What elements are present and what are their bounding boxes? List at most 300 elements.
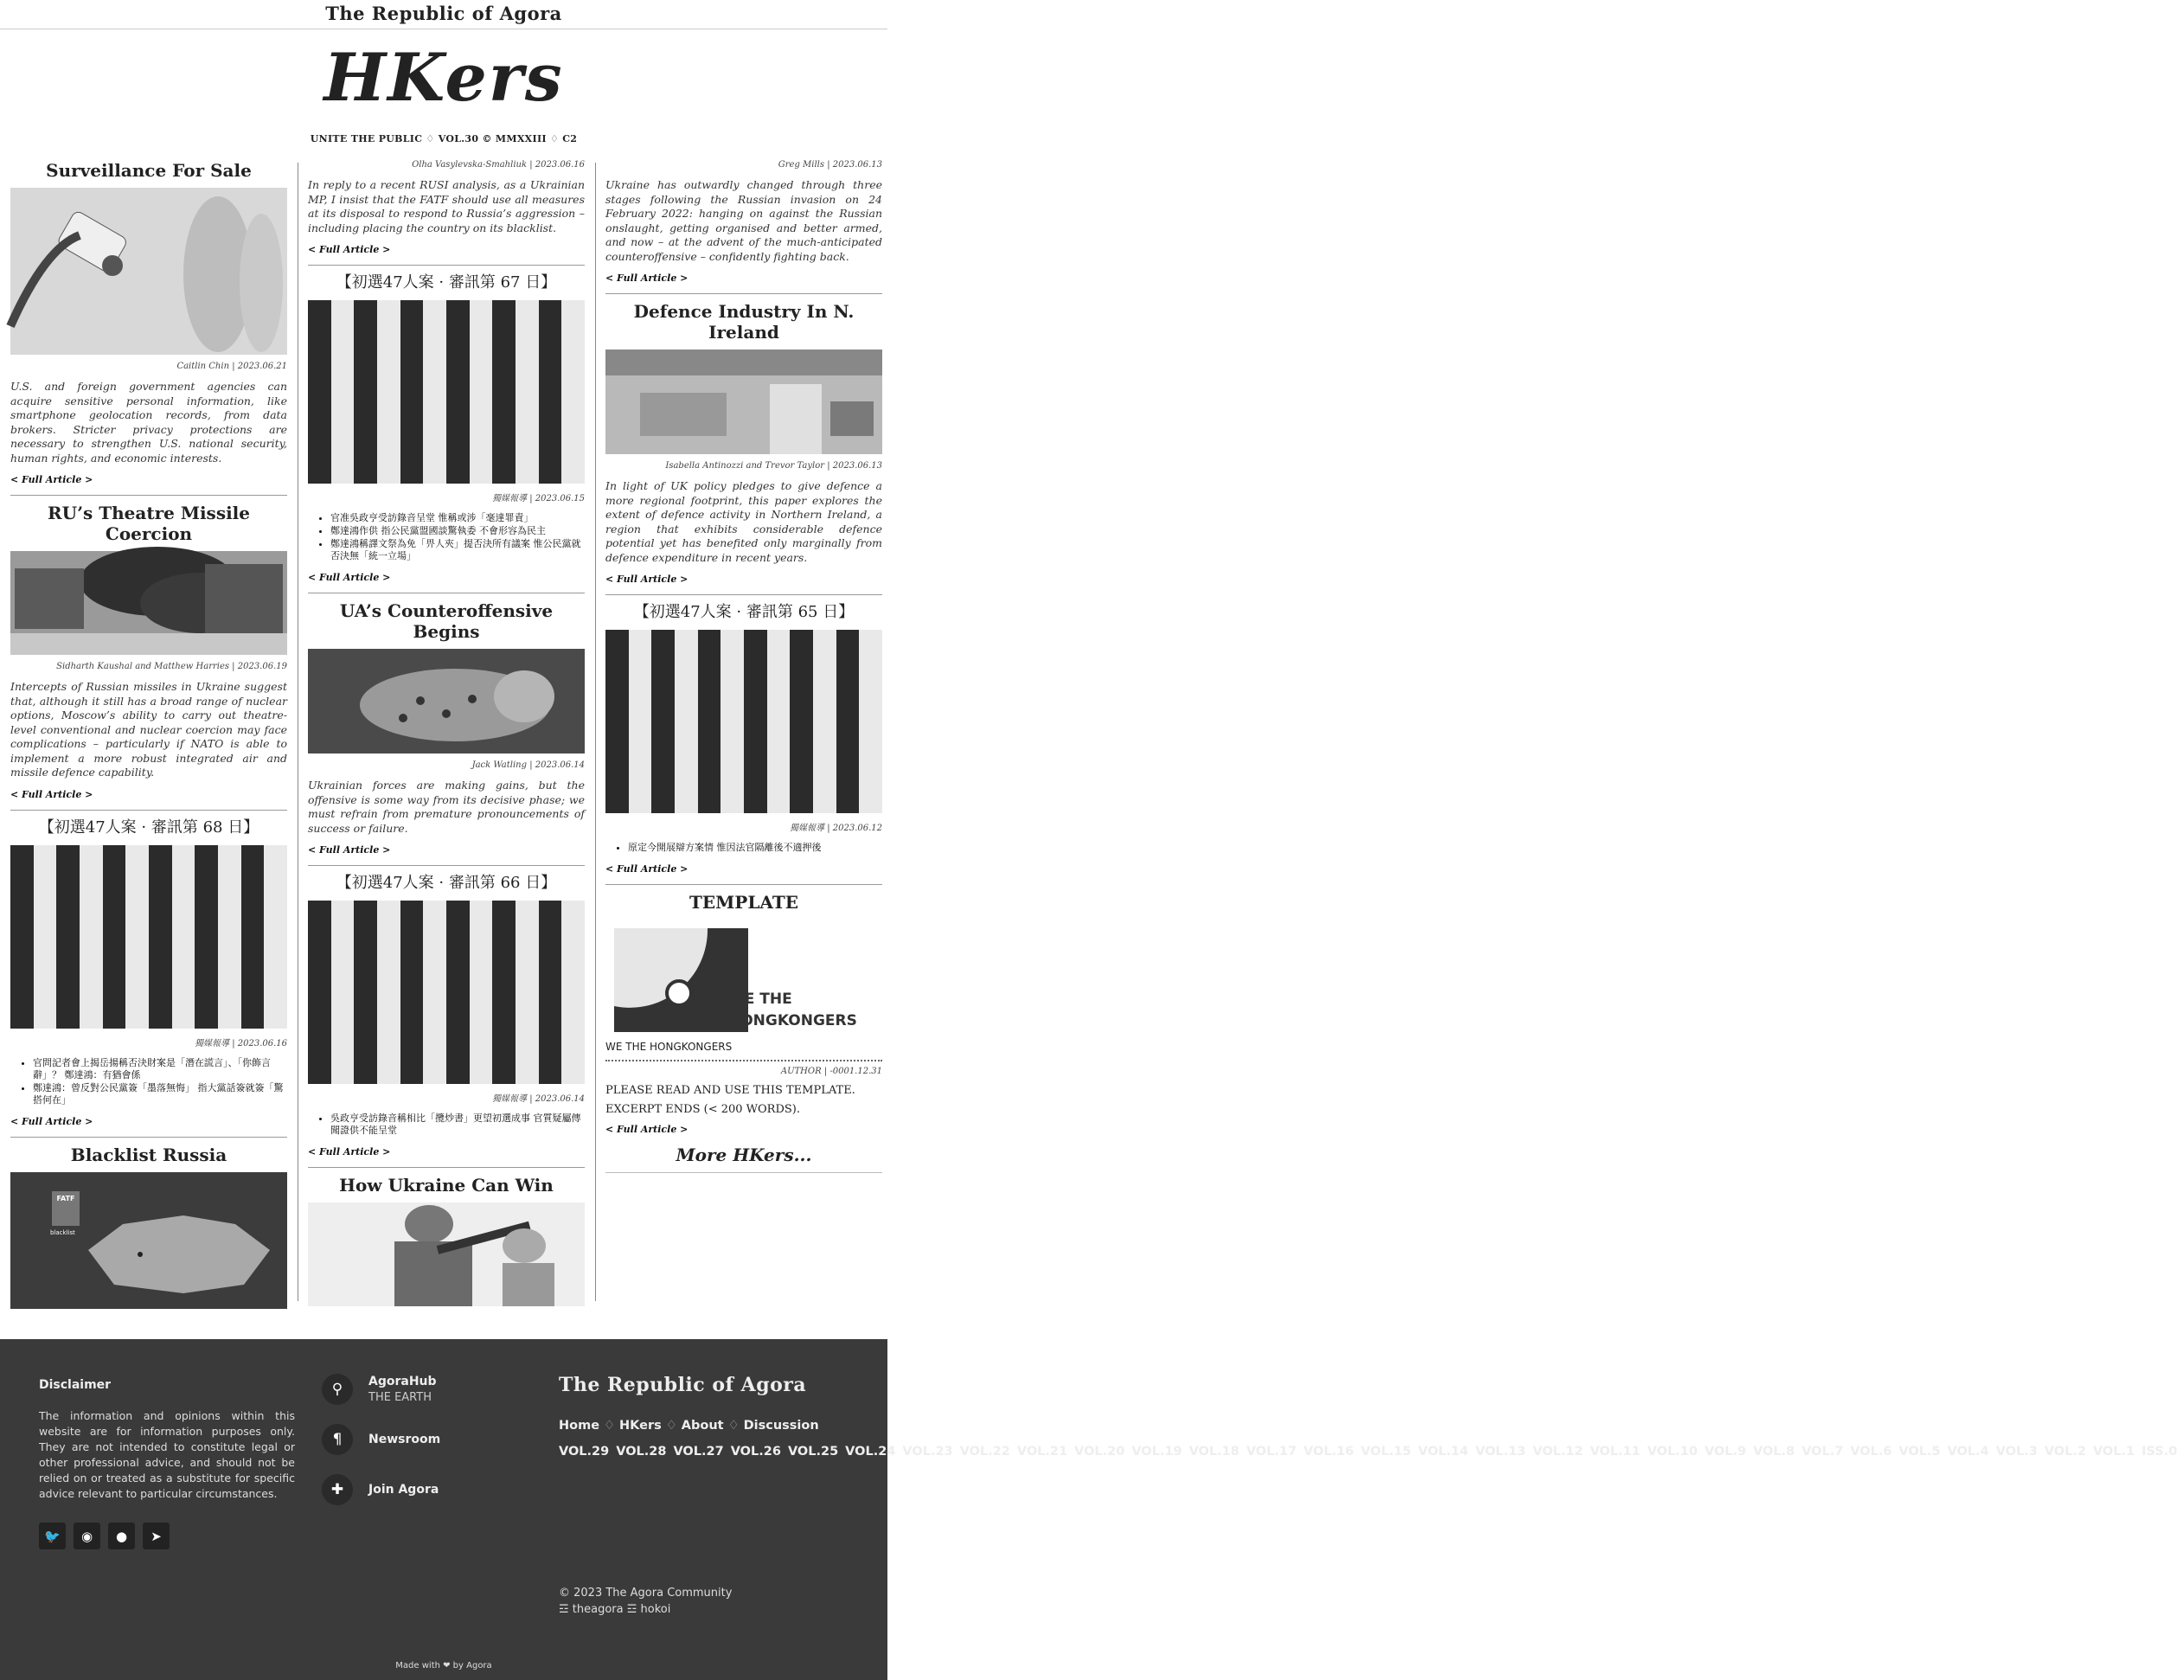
template-body-line: EXCERPT ENDS (< 200 WORDS). [605,1103,800,1116]
article-meta: Jack Watling | 2023.06.14 [471,760,585,770]
article-meta: Olha Vasylevska-Smahliuk | 2023.06.16 [412,160,585,170]
grid-cell [103,891,126,914]
grid-cell [423,946,446,970]
grid-cell [539,992,562,1016]
nav-discussion[interactable]: Discussion [743,1419,819,1433]
grid-cell [354,992,377,1016]
article-meta: AUTHOR | -0001.12.31 [780,1067,882,1076]
grid-cell [400,369,424,393]
grid-cell [354,1016,377,1039]
grid-cell [605,791,629,814]
grid-cell [172,937,195,960]
grid-cell [377,369,400,393]
article-meta: Greg Mills | 2023.06.13 [778,160,882,170]
grid-cell [836,630,860,653]
grid-cell [561,300,585,324]
grid-cell [470,1038,493,1061]
volume-link[interactable]: VOL.22 [959,1445,1010,1459]
full-article-link[interactable]: < Full Article > [605,863,689,875]
grid-cell [308,324,331,347]
grid-cell [331,992,355,1016]
grid-cell [561,324,585,347]
volume-link[interactable]: VOL.2 [2044,1445,2086,1459]
grid-cell [629,699,652,722]
grid-cell [675,791,698,814]
grid-cell [813,653,836,676]
logo-wordmark: WE THE HONGKONGERS [728,991,857,1029]
grid-cell [80,1005,103,1029]
volume-link[interactable]: VOL.25 [787,1445,839,1459]
grid-cell [241,891,265,914]
join-agora-link[interactable] [322,1474,440,1505]
grid-cell [377,901,400,924]
grid-cell [331,415,355,439]
grid-cell [516,392,539,415]
article-title[interactable]: Surveillance For Sale [46,160,252,181]
grid-cell [629,767,652,791]
grid-cell [218,868,241,891]
volume-link[interactable]: VOL.19 [1131,1445,1182,1459]
grid-cell [470,461,493,484]
grid-cell [264,914,287,937]
grid-cell [836,745,860,768]
grid-cell [561,901,585,924]
grid-cell [241,983,265,1006]
grid-cell [492,300,516,324]
volume-link[interactable]: VOL.5 [1899,1445,1941,1459]
grid-cell [331,461,355,484]
grid-cell [721,721,744,745]
grid-cell [308,946,331,970]
volume-link[interactable]: VOL.8 [1752,1445,1795,1459]
grid-cell [539,438,562,461]
article-meta: 獨媒報導 | 2023.06.15 [492,494,585,503]
grid-cell [195,937,218,960]
divider [308,1167,585,1168]
volume-link[interactable]: VOL.13 [1475,1445,1526,1459]
blacklist-label: blacklist [50,1228,75,1236]
we-the-hongkongers-logo[interactable] [605,920,882,1032]
grid-cell [125,959,149,983]
grid-cell [492,946,516,970]
full-article-link[interactable]: < Full Article > [308,844,391,856]
grid-cell [492,970,516,993]
grid-cell [308,369,331,393]
grid-cell [539,946,562,970]
grid-cell [354,924,377,947]
article-title[interactable]: Defence Industry In N. Ireland [633,301,855,343]
grid-cell [767,653,791,676]
volume-link[interactable]: VOL.17 [1246,1445,1297,1459]
article-meta: 獨媒報導 | 2023.06.16 [195,1038,287,1048]
grid-cell [516,300,539,324]
article-trial-day-67 [308,273,585,584]
hkers-logo[interactable]: HKers [323,39,564,116]
grid-cell [561,369,585,393]
grid-cell [195,891,218,914]
grid-cell [561,438,585,461]
grid-cell [675,767,698,791]
article-bullets [330,1113,585,1137]
grid-cell [859,767,882,791]
grid-cell [172,868,195,891]
volume-link[interactable]: VOL.3 [1995,1445,2038,1459]
article-image[interactable] [10,1172,287,1309]
grid-cell [516,970,539,993]
defendants-photo-grid[interactable] [605,630,882,813]
article-title[interactable]: 【初選47人案 · 審訊第 67 日】 [336,273,557,292]
telegram-icon[interactable]: ➤ [143,1523,170,1549]
grid-cell [721,745,744,768]
footer-brand[interactable]: The Republic of Agora [559,1374,807,1396]
grid-cell [241,868,265,891]
grid-cell [516,346,539,369]
grid-cell [400,300,424,324]
grid-cell [767,767,791,791]
article-fatf [308,160,585,256]
article-excerpt: U.S. and foreign government agencies can acquire sensitive personal information, like smartphone geolocation records, from data brokers. Stricter privacy protections are necessary to strengthen U.S. national security, human rights, and economic interests. [10,380,287,465]
volume-link[interactable]: VOL.24 [845,1445,896,1459]
grid-cell [721,767,744,791]
article-title[interactable]: TEMPLATE [689,892,798,913]
grid-cell [400,1038,424,1061]
grid-cell [539,461,562,484]
grid-cell [125,914,149,937]
grid-cell [10,983,34,1006]
grid-cell [56,959,80,983]
bullet-item: • 鄭達鴻作供 指公民黨盟國談驚執委 不會形容為民主 [330,525,585,537]
grid-cell [103,983,126,1006]
github-icon[interactable]: ◉ [74,1523,100,1549]
full-article-link[interactable]: < Full Article > [10,788,93,800]
article-title[interactable]: How Ukraine Can Win [339,1175,554,1196]
volume-link[interactable]: VOL.27 [673,1445,724,1459]
grid-cell [813,767,836,791]
defendants-photo-grid[interactable] [308,300,585,484]
grid-cell [308,461,331,484]
grid-cell [195,1005,218,1029]
grid-cell [195,845,218,869]
disclaimer-title: Disclaimer [39,1378,112,1392]
grid-cell [172,1005,195,1029]
grid-cell [813,745,836,768]
bullet-item: • 鄭達鴻稱譯文祭為免「畀人夾」提否決所有議案 惟公民黨就否決無「統一立場」 [330,538,585,562]
article-image[interactable] [10,188,287,355]
article-title[interactable]: 【初選47人案 · 審訊第 66 日】 [336,874,557,892]
reddit-icon[interactable]: ● [108,1523,135,1549]
grid-cell [446,300,470,324]
grid-cell [80,983,103,1006]
volume-link[interactable]: VOL.10 [1647,1445,1698,1459]
grid-cell [698,630,721,653]
grid-cell [308,970,331,993]
nav-hkers[interactable]: HKers [619,1419,662,1433]
full-article-link[interactable]: < Full Article > [308,244,391,255]
grid-cell [241,937,265,960]
grid-cell [331,924,355,947]
agorahub-link[interactable] [322,1374,440,1405]
volume-link[interactable]: VOL.1 [2092,1445,2135,1459]
grid-cell [651,653,675,676]
grid-cell [651,791,675,814]
grid-cell [354,1038,377,1061]
article-bullets [330,512,585,562]
grid-cell [698,791,721,814]
grid-cell [470,946,493,970]
volume-link[interactable]: ISS.0 [2141,1445,2178,1459]
bullet-item: • 吳政亨受訪錄音稱相比「攬炒書」更望初選成事 官質疑屬傳聞證供不能呈堂 [330,1113,585,1137]
grid-cell [721,630,744,653]
grid-cell [423,438,446,461]
grid-cell [400,1016,424,1039]
grid-cell [10,845,34,869]
grid-cell [744,767,767,791]
grid-cell [813,721,836,745]
volume-link[interactable]: VOL.6 [1850,1445,1893,1459]
volume-link[interactable]: VOL.12 [1532,1445,1584,1459]
grid-cell [354,438,377,461]
volume-link[interactable]: VOL.15 [1361,1445,1412,1459]
grid-cell [698,745,721,768]
grid-cell [331,901,355,924]
full-article-link[interactable]: < Full Article > [10,1115,93,1127]
volume-link[interactable]: VOL.7 [1801,1445,1844,1459]
nav-about[interactable]: About [681,1419,724,1433]
grid-cell [149,891,172,914]
grid-cell [10,959,34,983]
grid-cell [354,369,377,393]
volume-link[interactable]: VOL.20 [1074,1445,1125,1459]
defendants-photo-grid[interactable] [10,845,287,1029]
grid-cell [836,676,860,699]
grid-cell [34,959,57,983]
grid-cell [470,369,493,393]
grid-cell [195,914,218,937]
grid-cell [331,300,355,324]
nav-home[interactable]: Home [559,1419,600,1433]
template-caption: WE THE HONGKONGERS [605,1041,733,1053]
grid-cell [34,983,57,1006]
grid-cell [354,946,377,970]
grid-cell [629,676,652,699]
grid-cell [561,461,585,484]
article-ukraine-stages [605,160,882,285]
grid-cell [561,924,585,947]
grid-cell [675,630,698,653]
full-article-link[interactable]: < Full Article > [308,572,391,583]
grid-cell [149,868,172,891]
grid-cell [10,914,34,937]
grid-cell [516,1061,539,1085]
grid-cell [516,1038,539,1061]
grid-cell [605,630,629,653]
article-image[interactable] [10,551,287,655]
grid-cell [377,992,400,1016]
link-title: AgoraHub [368,1375,437,1388]
full-article-link[interactable]: < Full Article > [10,474,93,485]
full-article-link[interactable]: < Full Article > [605,273,689,284]
column-divider [595,163,596,1301]
grid-cell [10,891,34,914]
grid-cell [149,983,172,1006]
grid-cell [400,946,424,970]
grid-cell [400,992,424,1016]
article-title[interactable]: RU’s Theatre Missile Coercion [48,503,250,544]
grid-cell [377,415,400,439]
grid-cell [125,1005,149,1029]
grid-cell [539,300,562,324]
grid-cell [354,1061,377,1085]
grid-cell [492,415,516,439]
volume-links [559,1440,2178,1463]
grid-cell [516,438,539,461]
grid-cell [125,983,149,1006]
dotted-divider [605,1060,882,1061]
grid-cell [790,699,813,722]
more-hkers-link[interactable]: More HKers... [605,1145,882,1173]
grid-cell [241,914,265,937]
article-image[interactable] [605,349,882,454]
grid-cell [218,845,241,869]
full-article-link[interactable]: < Full Article > [605,1124,689,1135]
grid-cell [539,970,562,993]
volume-link[interactable]: VOL.28 [616,1445,667,1459]
grid-cell [492,992,516,1016]
article-image[interactable] [308,1202,585,1306]
article-title[interactable]: UA’s Counteroffensive Begins [339,600,554,642]
grid-cell [446,324,470,347]
made-with-love: Made with ❤ by Agora [395,1661,492,1670]
grid-cell [675,676,698,699]
grid-cell [470,924,493,947]
grid-cell [836,767,860,791]
twitter-icon[interactable]: 🐦 [39,1523,66,1549]
grid-cell [377,946,400,970]
grid-cell [377,461,400,484]
newsroom-link[interactable] [322,1424,440,1455]
defendants-photo-grid[interactable] [308,901,585,1084]
volume-link[interactable]: VOL.23 [902,1445,953,1459]
grid-cell [470,1016,493,1039]
grid-cell [56,868,80,891]
link-subtitle: THE EARTH [368,1391,432,1404]
volume-link[interactable]: VOL.29 [559,1445,610,1459]
grid-cell [400,924,424,947]
grid-cell [218,959,241,983]
grid-cell [264,937,287,960]
divider [605,884,882,885]
grid-cell [492,1016,516,1039]
grid-cell [172,983,195,1006]
full-article-link[interactable]: < Full Article > [605,574,689,585]
grid-cell [539,901,562,924]
grid-cell [492,1061,516,1085]
article-image[interactable] [308,649,585,753]
grid-cell [331,1038,355,1061]
grid-cell [744,699,767,722]
full-article-link[interactable]: < Full Article > [308,1146,391,1157]
grid-cell [836,721,860,745]
grid-cell [813,699,836,722]
credits-text[interactable]: ☲ theagora ☲ hokoi [559,1603,671,1616]
grid-cell [56,845,80,869]
volume-link[interactable]: VOL.4 [1947,1445,1989,1459]
article-title[interactable]: 【初選47人案 · 審訊第 68 日】 [38,818,259,837]
grid-cell [423,1016,446,1039]
grid-cell [446,346,470,369]
grid-cell [423,369,446,393]
volume-link[interactable]: VOL.14 [1418,1445,1469,1459]
grid-cell [470,1061,493,1085]
volume-link[interactable]: VOL.21 [1016,1445,1068,1459]
grid-cell [561,1016,585,1039]
grid-cell [605,745,629,768]
grid-cell [492,438,516,461]
article-excerpt: In reply to a recent RUSI analysis, as a Ukrainian MP, I insist that the FATF should use all measures at its disposal to respond to Russia’s aggression – including placing the country on its blacklist. [308,178,585,234]
grid-cell [446,901,470,924]
grid-cell [308,1061,331,1085]
article-how-ukraine-can-win [308,1175,585,1306]
volume-link[interactable]: VOL.9 [1704,1445,1746,1459]
volume-link[interactable]: VOL.18 [1188,1445,1239,1459]
grid-cell [516,992,539,1016]
volume-link[interactable]: VOL.11 [1590,1445,1641,1459]
bullet-item: • 官問記者會上揭岳揚稱否決財案是「潛在謊言」、「你飾言辭」？ 鄭達鴻：有猶會係 [33,1057,287,1081]
grid-cell [516,461,539,484]
grid-cell [859,745,882,768]
divider [10,495,287,496]
article-title[interactable]: 【初選47人案 · 審訊第 65 日】 [633,603,855,621]
grid-cell [423,461,446,484]
grid-cell [377,324,400,347]
grid-cell [721,791,744,814]
fatf-label: FATF [56,1194,75,1202]
bullet-item: • 鄭達鴻：曾反對公民黨簽「墨落無悔」 指大黨話簽就簽「驚搭何在」 [33,1082,287,1106]
grid-cell [149,937,172,960]
grid-cell [125,891,149,914]
volume-link[interactable]: VOL.26 [730,1445,781,1459]
grid-cell [172,914,195,937]
link-title: Join Agora [368,1483,439,1497]
grid-cell [492,924,516,947]
grid-cell [423,346,446,369]
grid-cell [308,346,331,369]
grid-cell [492,346,516,369]
article-blacklist-russia [10,1145,287,1309]
divider [605,594,882,595]
grid-cell [149,914,172,937]
grid-cell [561,346,585,369]
grid-cell [354,461,377,484]
grid-cell [516,1016,539,1039]
site-title[interactable]: The Republic of Agora [325,3,562,24]
grid-cell [354,300,377,324]
article-excerpt: Intercepts of Russian missiles in Ukraine suggest that, although it still has a broad range of nuclear options, Moscow’s ability to carry out theatre-level conventional and nuclear coercion may face complications – particularly if NATO is able to implement a more robust integrated air and missile defence capability. [10,680,287,779]
grid-cell [400,970,424,993]
article-title[interactable]: Blacklist Russia [70,1144,227,1165]
grid-cell [103,959,126,983]
grid-cell [721,676,744,699]
grid-cell [539,1061,562,1085]
grid-cell [56,937,80,960]
grid-cell [698,699,721,722]
grid-cell [56,891,80,914]
volume-link[interactable]: VOL.16 [1303,1445,1355,1459]
grid-cell [400,346,424,369]
grid-cell [651,699,675,722]
grid-cell [516,946,539,970]
grid-cell [331,1016,355,1039]
